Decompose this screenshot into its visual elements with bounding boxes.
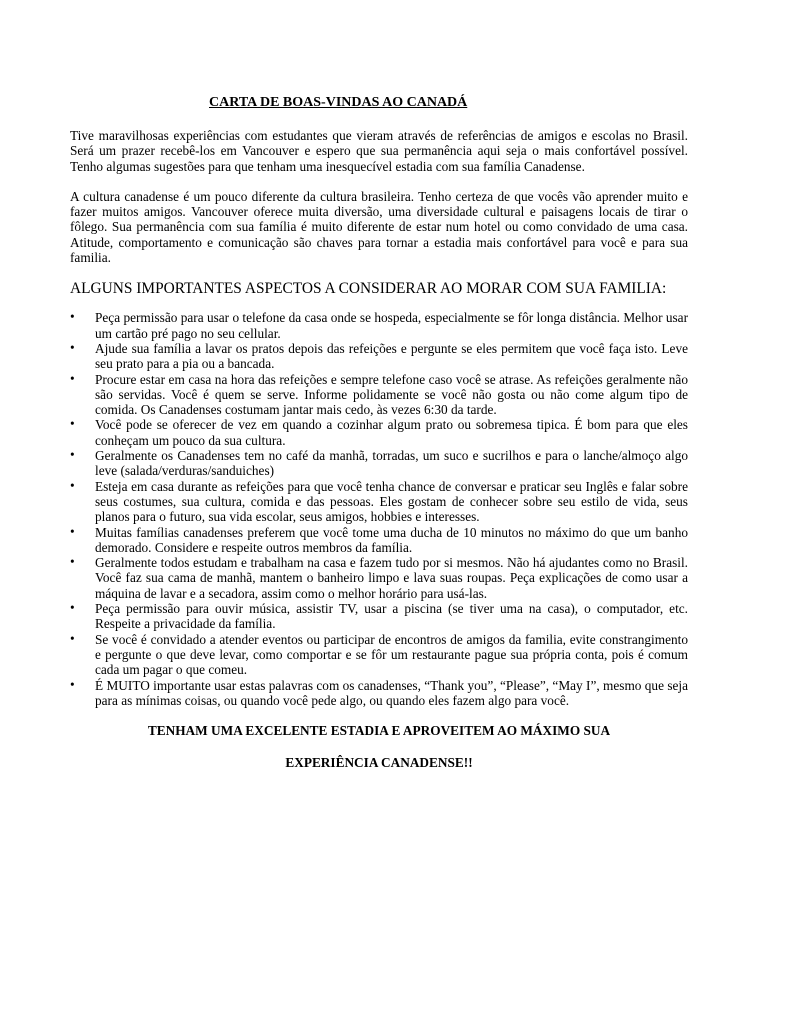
document-page bbox=[70, 94, 688, 771]
list-item bbox=[70, 479, 688, 525]
bullet-icon: • bbox=[70, 523, 75, 539]
list-item-text: Procure estar em casa na hora das refeições e sempre telefone caso você se atrase. As refeições geralmente não são servidas. Você é quem se serve. Informe polidamente se você não gosta ou não come algum tipo de comida. Os Canadenses costumam jantar mais cedo, às vezes 6:30 da tarde. bbox=[95, 371, 688, 418]
closing-line-2: EXPERIÊNCIA CANADENSE!! bbox=[285, 755, 473, 771]
list-item-text: Peça permissão para usar o telefone da casa onde se hospeda, especialmente se fôr longa distância. Melhor usar um cartão pré pago no seu cellular. bbox=[95, 310, 688, 341]
list-item-text: Se você é convidado a atender eventos ou participar de encontros de amigos da familia, evite constrangimento e pergunte o que deve levar, como comportar e se fôr um restaurante pague sua própria conta, pois é comum cada um pagar o que comeu. bbox=[95, 631, 688, 678]
document-title: CARTA DE BOAS-VINDAS AO CANADÁ bbox=[209, 95, 468, 110]
list-item-text: É MUITO importante usar estas palavras com os canadenses, “Thank you”, “Please”, “May I”, mesmo que seja para as mínimas coisas, ou quando você pede algo, ou quando eles fazem algo para você. bbox=[95, 677, 688, 708]
bullet-icon: • bbox=[70, 309, 75, 325]
list-item-text: Peça permissão para ouvir música, assistir TV, usar a piscina (se tiver uma na casa), o computador, etc. Respeite a privacidade da família. bbox=[95, 601, 688, 632]
list-item bbox=[70, 417, 688, 448]
list-item-text: Muitas famílias canadenses preferem que você tome uma ducha de 10 minutos no máximo do que um banho demorado. Considere e respeite outros membros da família. bbox=[95, 524, 688, 555]
tips-list bbox=[70, 310, 688, 708]
list-item-text: Geralmente todos estudam e trabalham na casa e fazem tudo por si mesmos. Não há ajudantes como no Brasil. Você faz sua cama de manhã, mantem o banheiro limpo e lava suas roupas. Peça explicações de como usar a máquina de lavar e a secadora, assim como o melhor horário para usá-las. bbox=[95, 555, 688, 601]
bullet-icon: • bbox=[70, 676, 75, 692]
list-item bbox=[70, 525, 688, 556]
list-item-text: Geralmente os Canadenses tem no café da manhã, torradas, um suco e sucrilhos e para o lanche/almoço algo leve (salada/verduras/sanduiches) bbox=[95, 448, 688, 479]
bullet-icon: • bbox=[70, 339, 75, 355]
bullet-icon: • bbox=[70, 554, 75, 570]
bullet-icon: • bbox=[70, 630, 75, 646]
culture-paragraph: A cultura canadense é um pouco diferente da cultura brasileira. Tenho certeza de que vocês vão aprender muito e fazer muitos amigos. Vancouver oferece muita diversão, uma diversidade cultural e paisagens locais de tirar o fôlego. Sua permanência com sua família é muito diferente de estar num hotel ou como convidado de uma casa. Atitude, comportamento e comunicação são chaves para tornar a estadia mais confortável para você e para sua familia. bbox=[70, 188, 688, 266]
bullet-icon: • bbox=[70, 370, 75, 386]
list-item bbox=[70, 632, 688, 678]
list-item bbox=[70, 310, 688, 341]
list-item bbox=[70, 448, 688, 479]
bullet-icon: • bbox=[70, 477, 75, 493]
list-item bbox=[70, 678, 688, 709]
list-item bbox=[70, 341, 688, 372]
list-item bbox=[70, 372, 688, 418]
closing-line-1: TENHAM UMA EXCELENTE ESTADIA E APROVEITEM AO MÁXIMO SUA bbox=[147, 723, 611, 739]
list-item bbox=[70, 601, 688, 632]
section-heading: ALGUNS IMPORTANTES ASPECTOS A CONSIDERAR AO MORAR COM SUA FAMILIA: bbox=[70, 280, 667, 298]
list-item-text: Ajude sua família a lavar os pratos depois das refeições e pergunte se eles permitem que você faça isto. Leve seu prato para a pia ou a bancada. bbox=[95, 340, 688, 372]
intro-paragraph: Tive maravilhosas experiências com estudantes que vieram através de referências de amigos e escolas no Brasil. Será um prazer recebê-los em Vancouver e espero que sua permanência aqui seja o mais confortável possível. Tenho algumas sugestões para que tenham uma inesquecível estadia com sua família Canadense. bbox=[70, 128, 688, 174]
list-item-text: Você pode se oferecer de vez em quando a cozinhar algum prato ou sobremesa tipica. É bom para que eles conheçam um pouco da sua cultura. bbox=[95, 417, 688, 448]
bullet-icon: • bbox=[70, 600, 75, 616]
bullet-icon: • bbox=[70, 447, 75, 463]
list-item bbox=[70, 555, 688, 601]
bullet-icon: • bbox=[70, 416, 75, 432]
list-item-text: Esteja em casa durante as refeições para que você tenha chance de conversar e praticar seu Inglês e falar sobre seus costumes, sua cultura, comida e das pessoas. Eles gostam de conhecer sobre seu estilo de vida, seus planos para o futuro, sua vida escolar, seus amigos, hobbies e interesses. bbox=[95, 478, 688, 525]
